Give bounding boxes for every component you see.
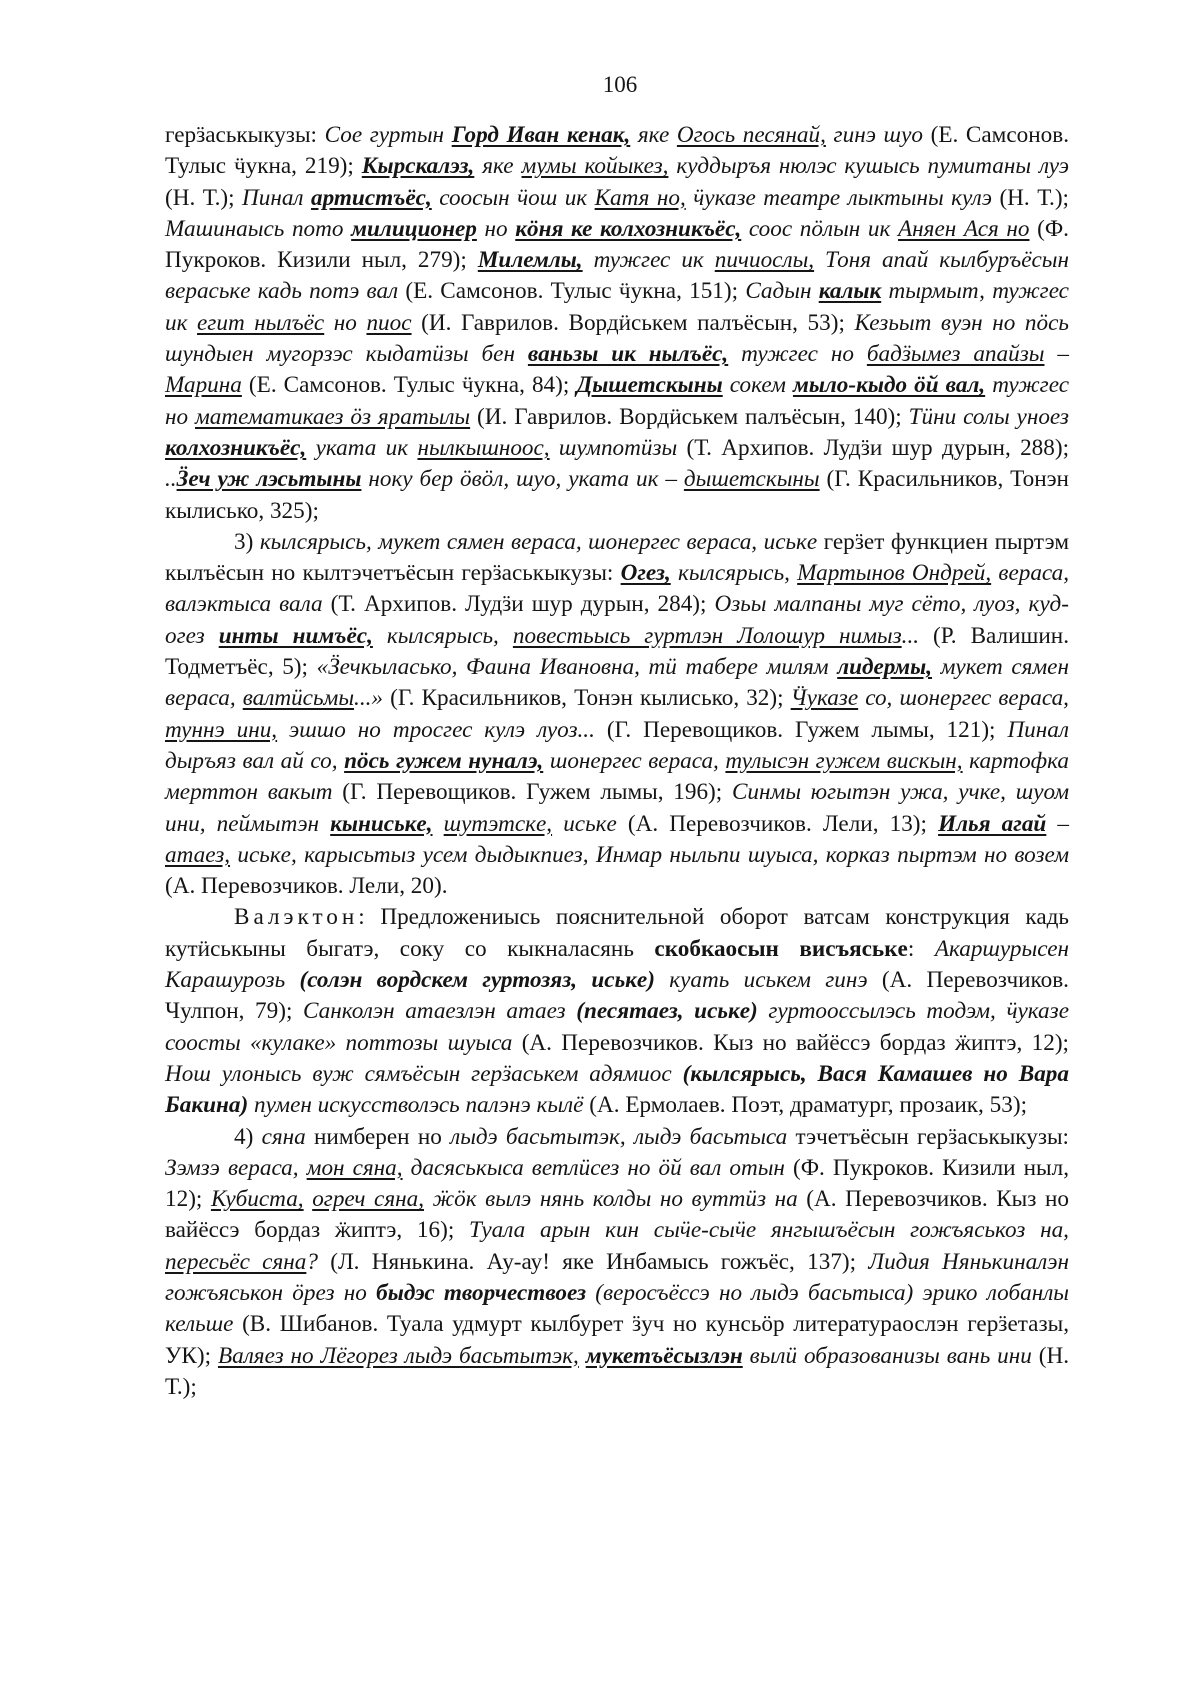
text-run: Тоня апай кылбуръёсын вераськe кадь потэ вал	[165, 247, 1069, 305]
text-run: Валэктон	[234, 904, 359, 931]
text-run: шутэтскe,	[443, 810, 553, 837]
text-run: : Предложениысь пояснительной оборот ватсам конструкция кадь кутӥськыны быгатэ, соку со кыкналасянь	[165, 904, 1069, 962]
text-run: артистъёс,	[311, 184, 432, 211]
text-run: Садын	[745, 278, 819, 305]
text-run: Милемлы,	[477, 247, 583, 274]
text-run: соос пӧлын ик	[741, 215, 898, 242]
paragraph	[165, 902, 1069, 1121]
text-run: вылӥ образованизы вань ини	[742, 1342, 1032, 1369]
text-run: (А. Перевозчиков. Кыз но вайёссэ бордаз ӝиптэ, 12);	[512, 1029, 1069, 1056]
text-run: (А. Перевозчиков. Чулпон, 79);	[165, 967, 1069, 1025]
page-number: 106	[602, 72, 638, 97]
text-run: (Е. Самсонов. Тулыс ӵукна, 151);	[398, 278, 746, 305]
paragraph	[165, 527, 1069, 903]
text-run: тулысэн гужем вискын,	[725, 747, 963, 774]
text-run: быдэс творчествоез	[376, 1279, 587, 1306]
text-run: валтӥсьмы	[242, 685, 355, 712]
text-run: кылсярысь, мукет сямен вераса, шонергес вераса, иськe	[259, 528, 818, 555]
text-run: тэчетъёсын герӟаськыкузы:	[787, 1123, 1069, 1150]
text-run: пумен искусстволэсь палэнэ кылё	[248, 1092, 584, 1119]
text-run: (Т. Архипов. Лудӟи шур дурын, 288);	[677, 434, 1070, 461]
text-run: огреч сяна,	[312, 1186, 425, 1213]
text-run: куать иськем гинэ	[654, 967, 868, 994]
text-run: картофка мерттон вакыт	[165, 747, 1069, 806]
text-run: скобкаосын висъяськe	[654, 935, 908, 962]
text-run: пичиослы,	[714, 247, 815, 274]
text-run: атаез,	[165, 841, 231, 868]
text-run: дышетскыны	[683, 466, 820, 493]
text-run: со, шонергес вераса,	[858, 685, 1069, 712]
text-run: (Л. Нянькина. Ау-ау! яке Инбамысь гожъёс, 137);	[317, 1248, 869, 1275]
text-run: Валяез но Лёгорез лыдэ басьтытэк,	[217, 1342, 579, 1369]
text-run: гуртооссылэсь тодэм, ӵуказе соосты «кулаке» поттозы шуыса	[165, 998, 1069, 1056]
text-run: математикаез ӧз яратылы	[195, 403, 471, 430]
text-run: «Ӟечкыласько, Фаина Ивановна, тӥ табере милям	[316, 654, 838, 681]
text-run: (Р. Валишин. Тодметъёс, 5);	[165, 622, 1069, 681]
text-run: Озьы малпаны муг сёто, луоз, куд-огез	[165, 591, 1069, 649]
text-run: Зэмзэ вераса,	[165, 1154, 307, 1181]
text-run: 3)	[234, 528, 260, 555]
text-run: дасяськыса ветлӥсез но ӧй вал отын	[402, 1154, 785, 1181]
text-run: (А. Перевозчиков. Кыз но вайёссэ бордаз ӝиптэ, 16);	[165, 1186, 1069, 1244]
text-run: гинэ шуо	[825, 122, 923, 148]
text-run: куддыръя нюлэс кушысь пумитаны луэ	[668, 153, 1070, 180]
text-run: но	[476, 215, 516, 242]
text-run: Сое гуртын	[324, 122, 452, 148]
text-run: Кубиста,	[210, 1186, 304, 1213]
text-run: Туала арын кин сыӵе-сыӵе янгышъёсын гожъяськоз на,	[469, 1217, 1069, 1244]
text-run: Мартынов Ондрей,	[797, 560, 992, 587]
text-run	[433, 811, 444, 837]
paragraph	[165, 120, 1069, 527]
text-run: (И. Гаврилов. Вордӥськем палъёсын, 53);	[411, 309, 855, 336]
text-run: герӟаськыкузы:	[165, 122, 325, 148]
paragraph	[165, 1122, 1069, 1404]
text-run: (Е. Самсонов. Тулыс ӵукна, 84);	[241, 372, 577, 399]
text-run: Катя но,	[594, 184, 686, 211]
text-run: (А. Перевозчиков. Лели, 20).	[165, 873, 448, 900]
text-run: тужгес но	[728, 341, 867, 368]
text-run	[304, 1186, 313, 1212]
text-run: :	[907, 935, 935, 962]
text-run: 4)	[234, 1123, 262, 1150]
text-run: Марина	[165, 372, 242, 399]
text-run: –	[1046, 810, 1070, 837]
text-run: Огез,	[620, 560, 671, 587]
text-run: (Ф. Пукроков. Кизили ныл, 12);	[165, 1154, 1069, 1213]
text-run: бадӟымез апайзы	[866, 341, 1045, 368]
text-run: Илья агай	[938, 810, 1047, 837]
text-run: (Г. Красильников, Тонэн кылисько, 32);	[383, 685, 791, 712]
text-run: вераса, валэктыса вала	[165, 560, 1069, 618]
text-run: ..	[165, 466, 177, 493]
text-run: яке	[474, 153, 522, 180]
text-run: Лидия Нянькиналэн гожъяськон ӧрез но	[165, 1248, 1069, 1306]
text-run: сокем	[722, 372, 793, 399]
text-run: мон сяна,	[306, 1154, 403, 1181]
text-run: эшшо но тросгес кулэ луоз...	[277, 716, 595, 743]
text-run	[579, 1343, 586, 1369]
text-run: уката ик	[306, 434, 418, 461]
text-run: (солэн вордскем гуртозяз, иськe)	[299, 967, 655, 994]
text-run: но	[324, 309, 367, 336]
text-run: Санколэн атаезлэн атаез	[303, 998, 577, 1025]
text-run: калык	[818, 278, 882, 305]
text-run: кыниськe,	[330, 810, 433, 837]
text-run: мыло-кыдо ӧй вал,	[792, 372, 986, 399]
text-run: ...»	[354, 685, 384, 712]
text-run: ӝӧк вылэ нянь колды но вуттӥз на	[424, 1186, 798, 1213]
text-run: Нош улонысь вуж сямъёсын герӟаськем адямиос	[165, 1060, 683, 1087]
text-run: пӧсь гужем нуналэ,	[344, 747, 544, 774]
text-run: тужгес но	[165, 372, 1069, 430]
text-run: тужгес ик	[582, 247, 715, 274]
text-run: ӵуказе театре лыктыны кулэ	[685, 184, 992, 211]
text-run: Огось песянай,	[676, 122, 826, 148]
body-text	[165, 120, 1069, 1403]
text-run: колхозникъёс,	[165, 434, 307, 461]
text-run: мукет сямен вераса,	[165, 654, 1069, 712]
text-run: (Н. Т.);	[165, 184, 242, 211]
text-run: ...	[901, 622, 920, 649]
text-run: (Н. Т.);	[992, 184, 1069, 211]
text-run: иськe	[552, 810, 617, 837]
text-run: (Г. Красильников, Тонэн кылисько, 325);	[165, 466, 1069, 524]
text-run: инты нимъёс,	[218, 622, 373, 649]
text-run: (Ф. Пукроков. Кизили ныл, 279);	[165, 215, 1069, 274]
text-run: Пинал	[242, 184, 312, 211]
text-run: (А. Ермолаев. Поэт, драматург, прозаик, 53);	[583, 1092, 1028, 1119]
text-run: кылсярысь,	[372, 622, 513, 649]
text-run: повестьысь гуртлэн Лолошур нимыз	[512, 622, 902, 649]
text-run: (В. Шибанов. Туала удмурт кылбурет ӟуч но кунсьӧр литератураослэн герӟетазы, УК);	[165, 1311, 1069, 1369]
text-run: нылкышноос,	[417, 434, 550, 461]
text-run: егит нылъёс	[197, 309, 325, 336]
text-run: (Н. Т.);	[165, 1342, 1069, 1400]
text-run: (кылсярысь, Вася Камашев но Вара Бакина)	[165, 1060, 1069, 1119]
text-run: Пинал дыръяз вал ай со,	[165, 716, 1069, 774]
text-run: (А. Перевозчиков. Лели, 13);	[616, 810, 939, 837]
text-run: (Т. Архипов. Лудӟи шур дурын, 284);	[322, 591, 715, 618]
text-run: милиционер	[351, 215, 477, 242]
text-run: –	[1044, 341, 1069, 368]
text-run: кӧня ке колхозникъёс,	[515, 215, 742, 242]
text-run: ноку бер ӧвӧл, шуо, уката ик –	[361, 466, 684, 493]
text-run: ваньзы ик нылъёс,	[527, 341, 729, 368]
text-run: ?	[306, 1248, 318, 1275]
text-run: (песятаез, иськe)	[576, 998, 758, 1025]
text-run: Дышетскыны	[576, 372, 723, 399]
text-run: (Е. Самсонов. Тулыс ӵукна, 219);	[165, 122, 1069, 180]
text-run: тырмыт, тужгес ик	[165, 278, 1069, 336]
text-run: (веросъёссэ но лыдэ басьтыса) эрико лобанлы кельше	[165, 1279, 1070, 1338]
text-run: герӟет функциен пыртэм кылъёсын но кылтэчетъёсын герӟаськыкузы:	[165, 528, 1069, 587]
text-run: сяна	[261, 1123, 306, 1150]
text-run: Акаршурысен Карашурозь	[165, 935, 1070, 994]
text-run: (Г. Перевощиков. Гужем лымы, 196);	[332, 779, 732, 806]
text-run: нимберен но	[305, 1123, 451, 1150]
text-run: лидермы,	[837, 654, 933, 681]
text-run: Ӵуказе	[790, 685, 859, 712]
text-run: иськe, карысьтыз усем дыдыкпиез, Инмар ныльпи шуыса, корказ пыртэм но возем	[230, 841, 1069, 868]
text-run: Кезьыт вуэн но пӧсь шундыен мугорзэс кыдатӥзы бен	[165, 309, 1069, 368]
text-run: мукетъёсызлэн	[585, 1342, 743, 1369]
text-run: Аняен Ася но	[898, 215, 1030, 242]
text-run: соосын ӵош ик	[431, 184, 595, 211]
text-run: мумы койыкез,	[521, 153, 669, 180]
text-run: Машинаысь пото	[165, 215, 352, 242]
text-run: Ӟеч уж лэсьтыны	[176, 466, 362, 493]
text-run: шумпотӥзы	[549, 434, 678, 461]
text-run: Горд Иван кенак,	[451, 122, 631, 148]
text-run: (И. Гаврилов. Вордӥськем палъёсын, 140);	[470, 403, 909, 430]
text-run: кылсярысь,	[670, 560, 798, 587]
text-run: яке	[630, 122, 677, 148]
text-run: Кырскалэз,	[361, 153, 475, 180]
text-run: пересьёс сяна	[165, 1248, 307, 1275]
text-run: лыдэ басьтытэк, лыдэ басьтыса	[450, 1123, 788, 1150]
text-run: Тӥни солы уноез	[908, 403, 1069, 430]
text-run: (Г. Перевощиков. Гужем лымы, 121);	[594, 716, 1008, 743]
text-run: шонергес вераса,	[543, 747, 726, 774]
text-run: туннэ ини,	[165, 716, 278, 743]
text-run: пиос	[366, 309, 412, 336]
text-run: Синмы югытэн ужа, учке, шуом ини, пеймытэн	[165, 779, 1069, 837]
